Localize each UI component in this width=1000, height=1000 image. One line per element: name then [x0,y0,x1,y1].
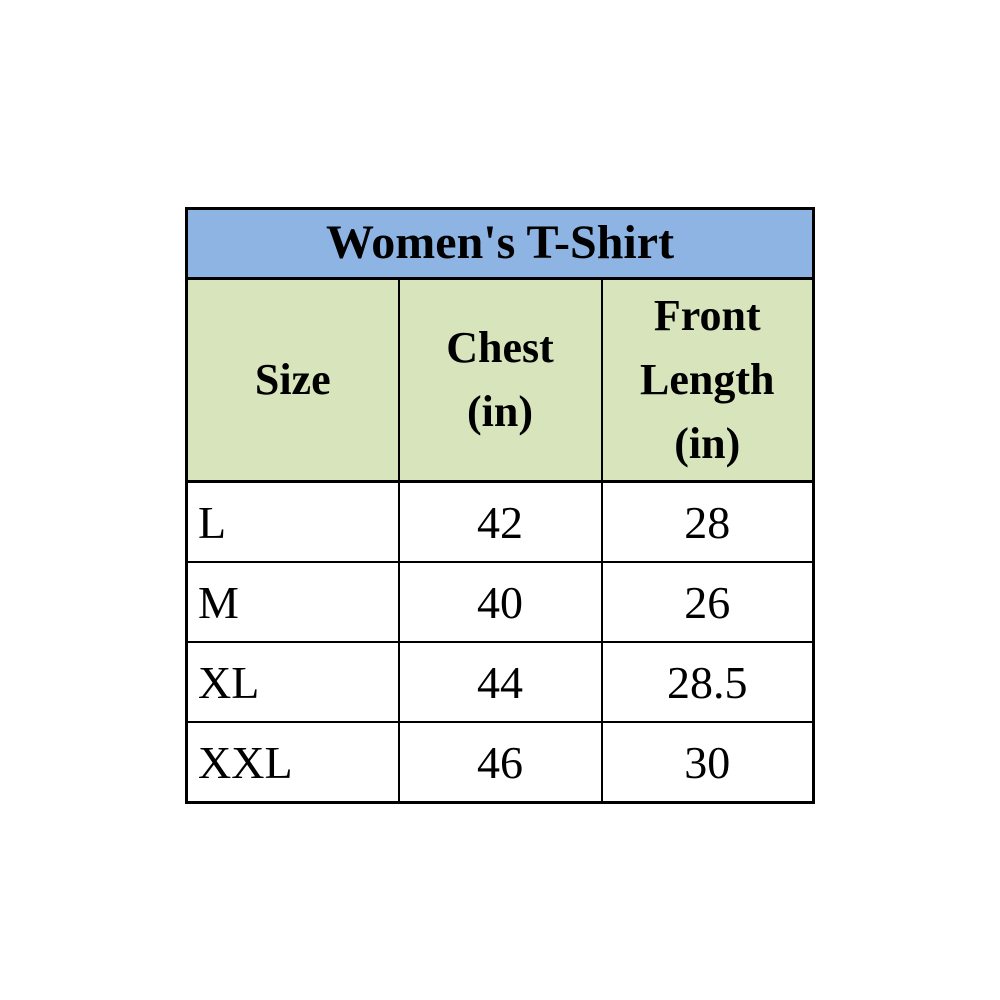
table-row [187,482,814,563]
column-header-front-length: Front Length (in) [602,279,814,482]
table-row [187,642,814,722]
table-row [187,722,814,803]
size-cell: L [187,482,399,563]
size-chart-table [185,207,815,804]
chest-cell: 44 [399,642,602,722]
chest-cell: 40 [399,562,602,642]
front-length-cell: 28 [602,482,814,563]
table-title-row [187,209,814,279]
size-cell: M [187,562,399,642]
chest-cell: 42 [399,482,602,563]
column-header-chest: Chest (in) [399,279,602,482]
size-cell: XXL [187,722,399,803]
front-length-cell: 26 [602,562,814,642]
size-cell: XL [187,642,399,722]
front-length-cell: 30 [602,722,814,803]
table-row [187,562,814,642]
column-header-size: Size [187,279,399,482]
table-title: Women's T-Shirt [187,209,814,279]
front-length-cell: 28.5 [602,642,814,722]
chest-cell: 46 [399,722,602,803]
table-header-row [187,279,814,482]
